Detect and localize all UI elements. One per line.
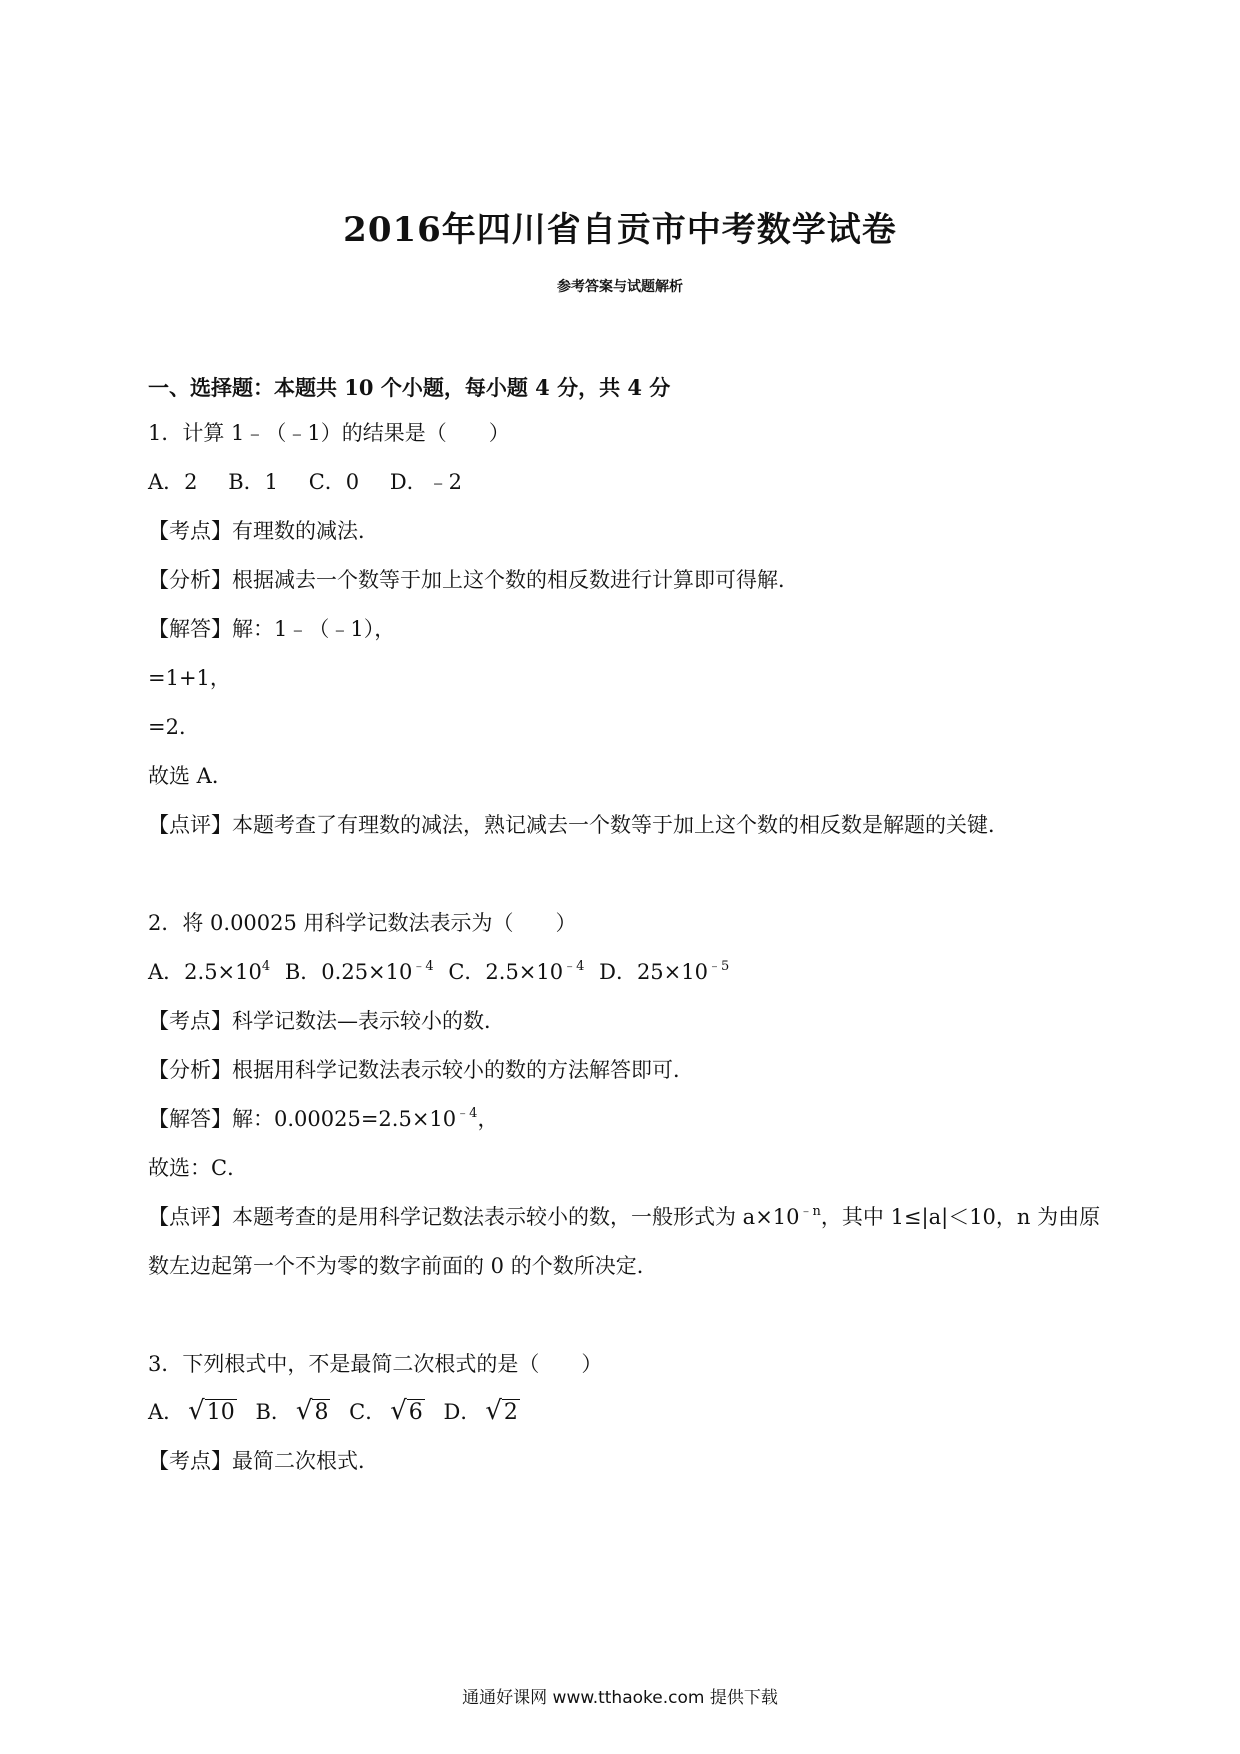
q1-fenxi: 【分析】根据减去一个数等于加上这个数的相反数进行计算即可得解．	[148, 568, 799, 592]
q3-option-d: D． √2	[443, 1396, 518, 1426]
q2-dianping-line2: 数左边起第一个不为零的数字前面的 0 的个数所决定．	[148, 1254, 658, 1278]
q2-option-c: C．$2.5\times 10^{﹣4}$	[448, 959, 585, 984]
q2-option-b: B．$0.25\times 10^{﹣4}$	[284, 959, 434, 984]
footer-credit: 通通好课网 www.tthaoke.com 提供下载	[462, 1688, 778, 1708]
q2-option-d: D．$25\times 10^{﹣5}$	[599, 959, 730, 984]
section-heading: 一、选择题：本题共 10 个小题，每小题 4 分，共 4 分	[148, 375, 671, 400]
q1-options	[148, 468, 486, 496]
sqrt-8: √8	[295, 1396, 329, 1426]
q3-kaodian: 【考点】最简二次根式．	[148, 1449, 379, 1473]
q2-stem: 2．将 0.00025 用科学记数法表示为（ ）	[148, 911, 577, 935]
q1-step1: =1+1，	[148, 666, 231, 690]
q2-fenxi: 【分析】根据用科学记数法表示较小的数的方法解答即可．	[148, 1058, 694, 1082]
q1-jieda: 【解答】解：1﹣（﹣1），	[148, 617, 396, 641]
document-subtitle: 参考答案与试题解析	[557, 279, 683, 295]
q3-option-b: B． √8	[255, 1396, 329, 1426]
q1-option-b: B．1	[228, 470, 279, 494]
sqrt-6: √6	[390, 1396, 423, 1426]
q2-jieda: 【解答】解：$0.00025=2.5\times 10^{﹣4}$，	[148, 1106, 499, 1131]
q3-option-a: A． √10	[148, 1396, 235, 1426]
q3-stem: 3．下列根式中，不是最简二次根式的是（ ）	[148, 1352, 603, 1376]
q1-kaodian: 【考点】有理数的减法．	[148, 519, 379, 543]
q2-option-a: A．$2.5\times 10^4$	[148, 959, 271, 984]
document-title: 2016年四川省自贡市中考数学试卷	[343, 210, 897, 250]
q1-stem: 1．计算 1﹣（﹣1）的结果是（ ）	[148, 421, 510, 445]
q3-options	[148, 1397, 532, 1427]
q1-choice: 故选 A．	[148, 764, 233, 788]
q1-step2: =2．	[148, 715, 200, 739]
q2-dianping: 【点评】本题考查的是用科学记数法表示较小的数，一般形式为 $a\times 10^{﹣n}$，其中 1≤|a|＜10，n 为由原	[148, 1204, 1101, 1229]
q1-option-a: A．2	[148, 470, 198, 494]
q2-kaodian: 【考点】科学记数法—表示较小的数．	[148, 1009, 505, 1033]
q2-options	[148, 958, 737, 986]
q1-option-d: D．﹣2	[389, 470, 463, 494]
q2-choice: 故选：C．	[148, 1156, 249, 1180]
q1-option-c: C．0	[308, 470, 360, 494]
sqrt-10: √10	[188, 1396, 235, 1426]
sqrt-2: √2	[485, 1396, 518, 1426]
q3-option-c: C． √6	[349, 1396, 423, 1426]
q1-dianping: 【点评】本题考查了有理数的减法，熟记减去一个数等于加上这个数的相反数是解题的关键．	[148, 813, 1009, 837]
